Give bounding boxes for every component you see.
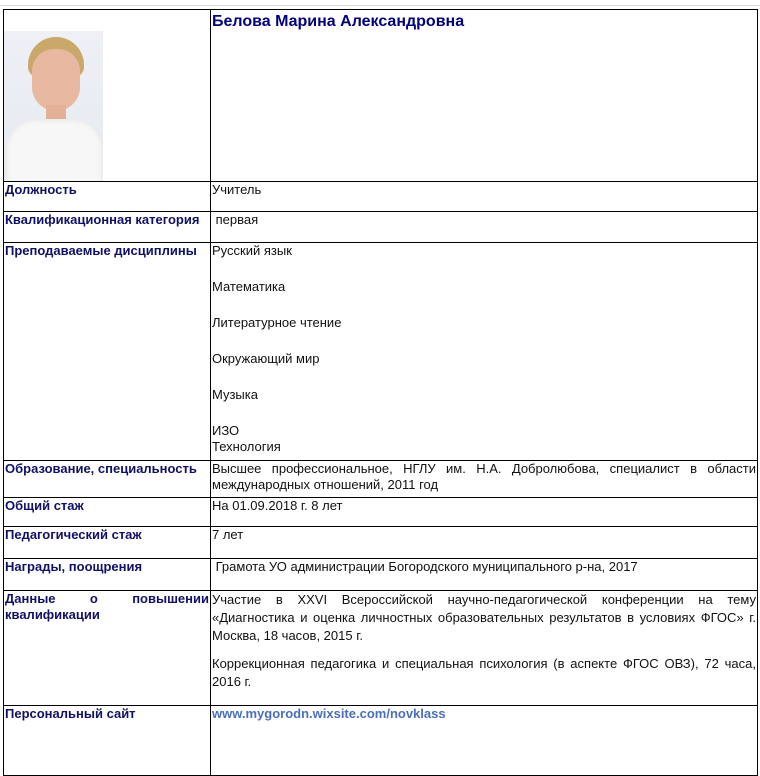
row-label: Образование, специальность (4, 461, 211, 498)
row-value: Высшее профессиональное, НГЛУ им. Н.А. Добролюбова, специалист в области международных отношений, 2011 год (211, 461, 758, 498)
table-row (4, 182, 758, 212)
subject-item: Окружающий мир (212, 351, 320, 366)
row-label: Данные о повышении квалификации (4, 591, 211, 706)
table-row (4, 559, 758, 591)
row-label: Должность (4, 182, 211, 212)
table-row (4, 461, 758, 498)
subject-item: ИЗО (212, 423, 240, 438)
row-value: Грамота УО администрации Богородского муниципального р-на, 2017 (211, 559, 758, 591)
table-row (4, 243, 758, 461)
photo-cell (4, 10, 211, 182)
table-row (4, 527, 758, 559)
subject-item: Математика (212, 279, 286, 294)
subject-item: Технология (212, 439, 281, 454)
header-row (4, 10, 758, 182)
table-row (4, 706, 758, 776)
row-label: Награды, поощрения (4, 559, 211, 591)
row-label: Общий стаж (4, 498, 211, 527)
row-label: Педагогический стаж (4, 527, 211, 559)
row-label: Преподаваемые дисциплины (4, 243, 211, 461)
subjects-list (211, 243, 758, 461)
row-value (211, 706, 758, 776)
subject-item: Русский язык (212, 243, 292, 258)
training-item: Коррекционная педагогика и специальная психология (в аспекте ФГОС ОВЗ), 72 часа, 2016 г. (212, 656, 756, 689)
training-list (211, 591, 758, 706)
teacher-name: Белова Марина Александровна (212, 13, 465, 30)
table-row (4, 212, 758, 243)
row-value: На 01.09.2018 г. 8 лет (211, 498, 758, 527)
table-row (4, 498, 758, 527)
row-label: Персональный сайт (4, 706, 211, 776)
teacher-profile-table (3, 9, 758, 776)
row-value: 7 лет (211, 527, 758, 559)
page-divider (0, 5, 760, 6)
training-item: Участие в XXVI Всероссийской научно-педагогической конференции на тему «Диагностика и оценка личностных образовательных результатов в условиях ФГОС» г. Москва, 18 часов, 2015 г. (212, 592, 756, 643)
personal-site-link[interactable]: www.mygorodn.wixsite.com/novklass (212, 706, 446, 721)
table-row (4, 591, 758, 706)
row-value: Учитель (211, 182, 758, 212)
subject-item: Литературное чтение (212, 315, 342, 330)
row-value: первая (211, 212, 758, 243)
subject-item: Музыка (212, 387, 258, 402)
name-cell (211, 10, 758, 182)
row-label: Квалификационная категория (4, 212, 211, 243)
teacher-photo (4, 31, 103, 181)
